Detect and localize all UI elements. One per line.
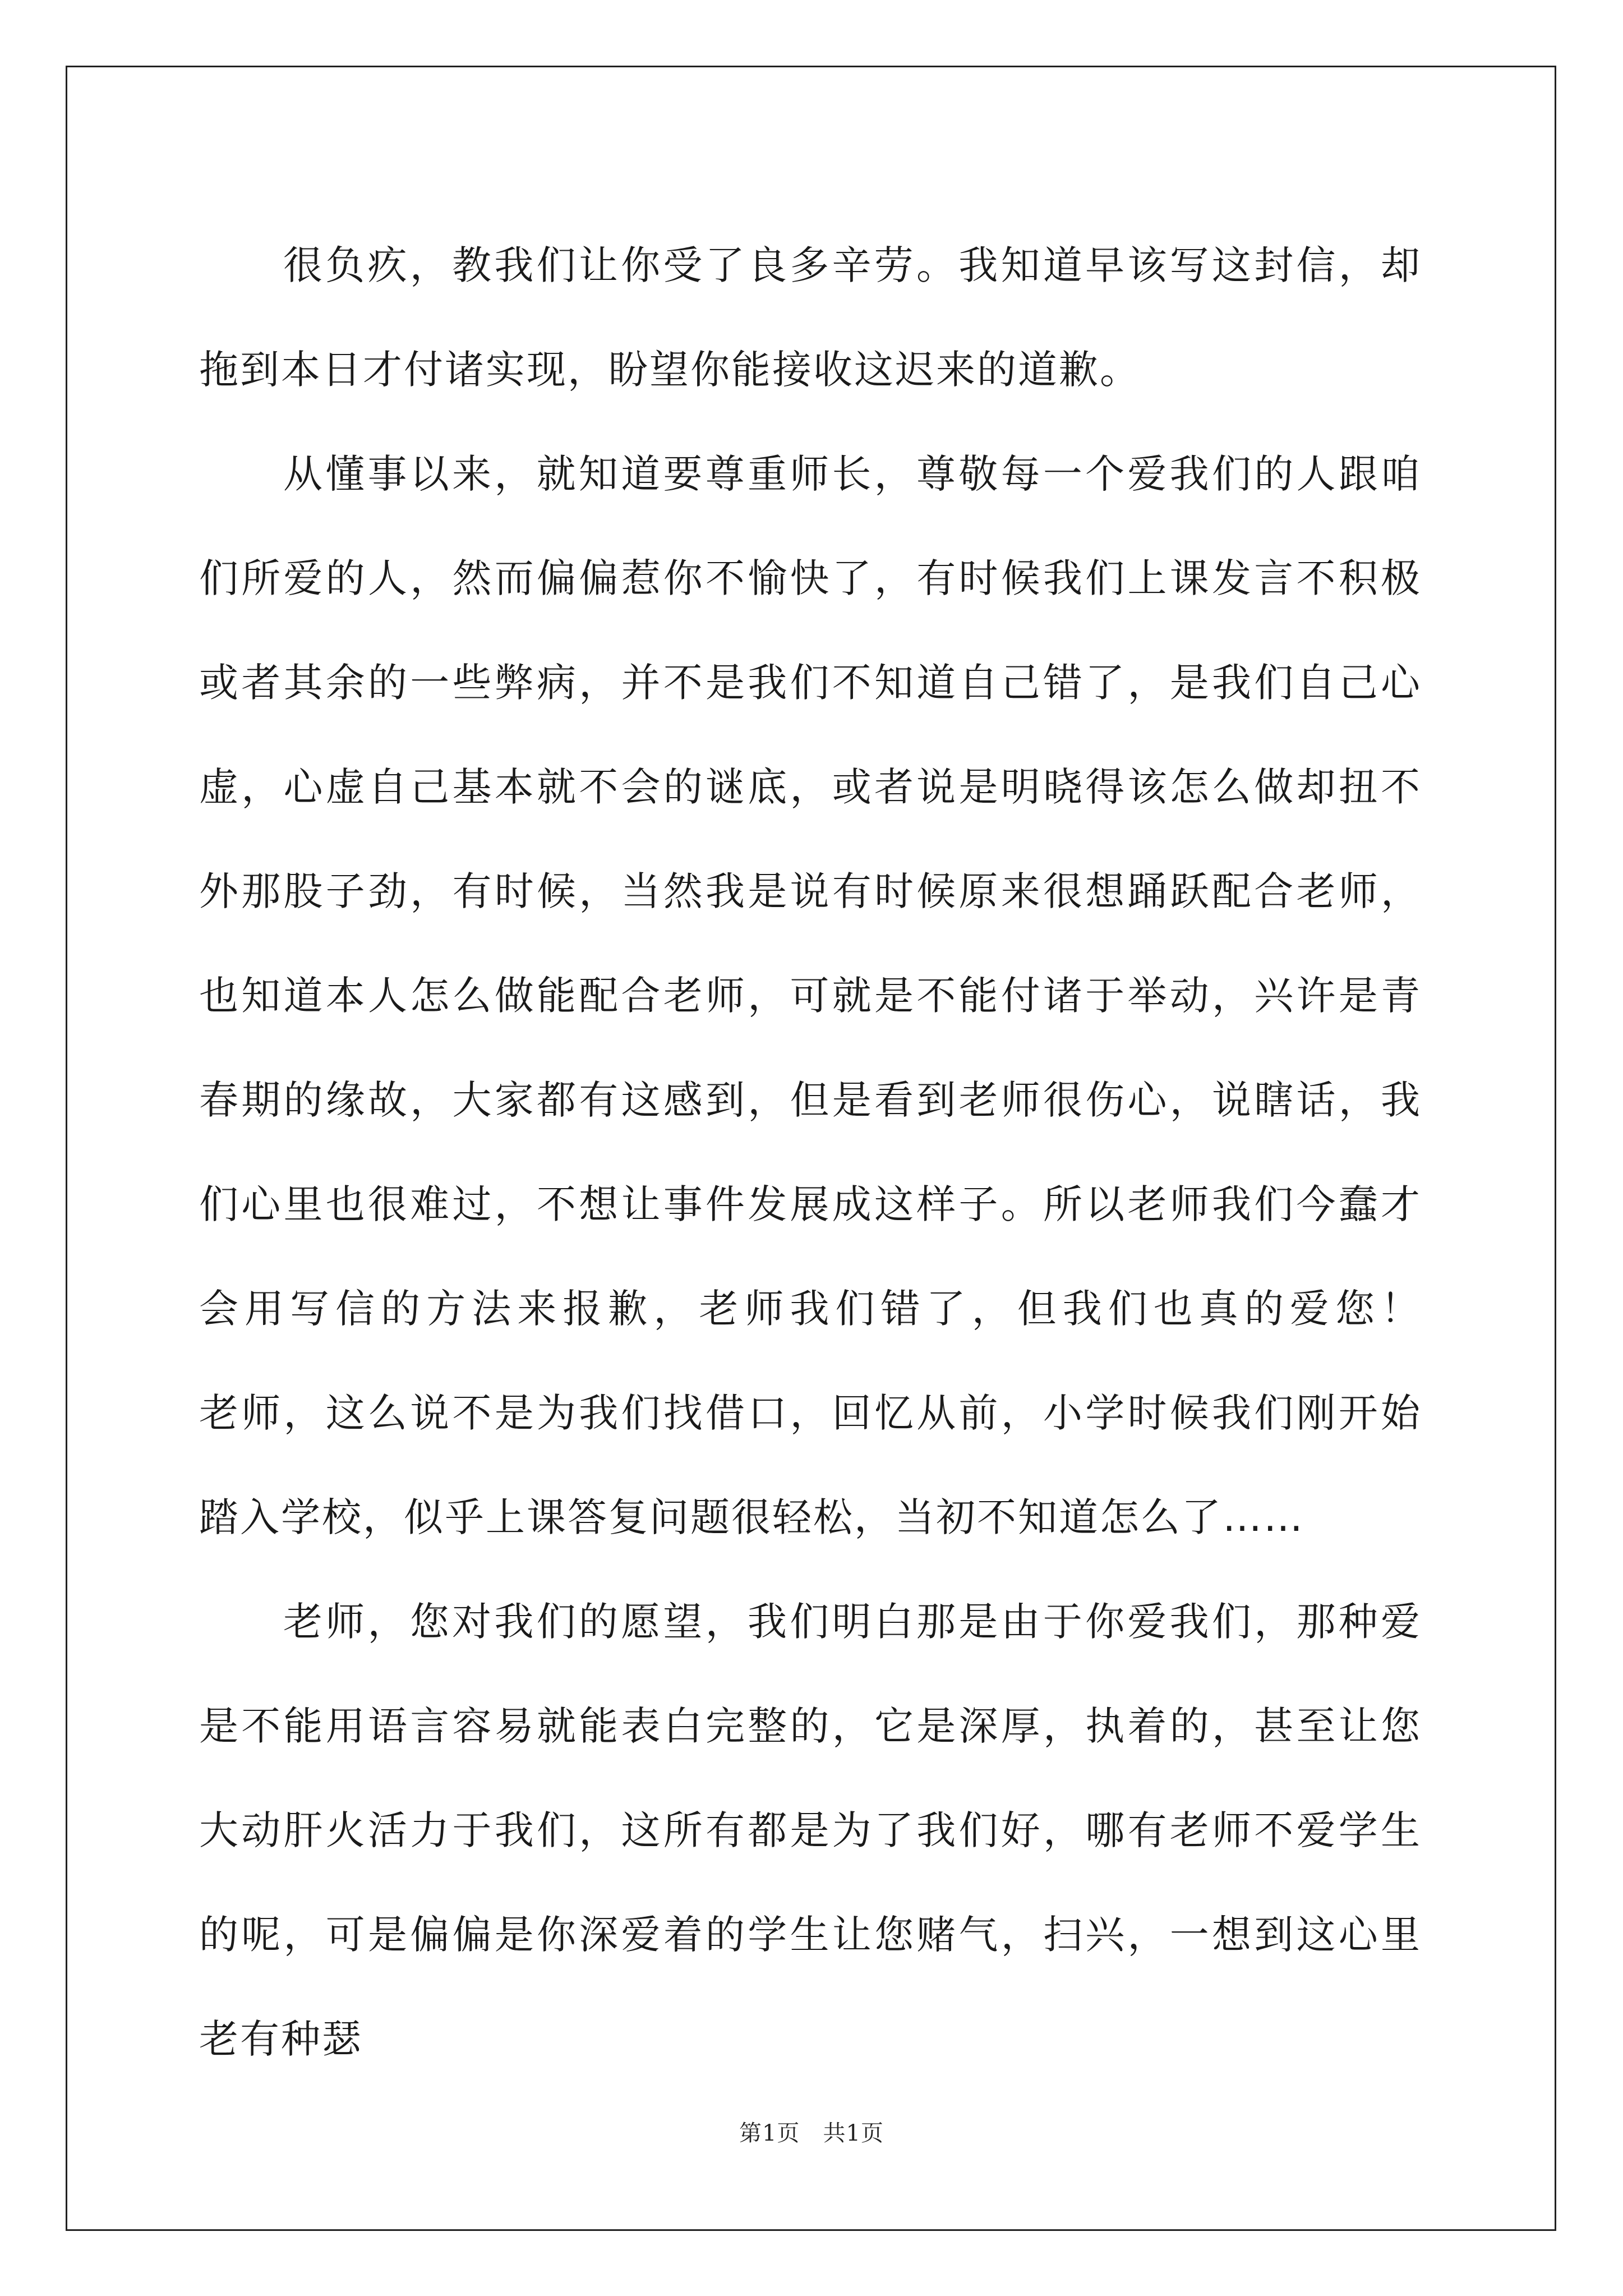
paragraph-1: 很负疚，教我们让你受了良多辛劳。我知道早该写这封信，却拖到本日才付诸实现，盼望你能接收这迟来的道歉。 xyxy=(199,242,1422,393)
paragraph-3: 老师，您对我们的愿望，我们明白那是由于你爱我们，那种爱是不能用语言容易就能表白完整的，它是深厚，执着的，甚至让您大动肝火活力于我们，这所有都是为了我们好，哪有老师不爱学生的呢，可是偏偏是你深爱着的学生让您赌气，扫兴，一想到这心里老有种瑟 xyxy=(199,1599,1422,2062)
document-body xyxy=(199,213,1536,2091)
page-number-footer: 第1页 共1页 xyxy=(739,2120,884,2146)
paragraph-2: 从懂事以来，就知道要尊重师长，尊敬每一个爱我们的人跟咱们所爱的人，然而偏偏惹你不愉快了，有时候我们上课发言不积极或者其余的一些弊病，并不是我们不知道自己错了，是我们自己心虚，心虚自己基本就不会的谜底，或者说是明晓得该怎么做却扭不外那股子劲，有时候，当然我是说有时候原来很想踊跃配合老师，也知道本人怎么做能配合老师，可就是不能付诸于举动，兴许是青春期的缘故，大家都有这感到，但是看到老师很伤心，说瞎话，我们心里也很难过，不想让事件发展成这样子。所以老师我们今蠢才会用写信的方法来报歉，老师我们错了，但我们也真的爱您！ 老师，这么说不是为我们找借口，回忆从前，小学时候我们刚开始踏入学校，似乎上课答复问题很轻松，当初不知道怎么了…… xyxy=(199,451,1536,1540)
